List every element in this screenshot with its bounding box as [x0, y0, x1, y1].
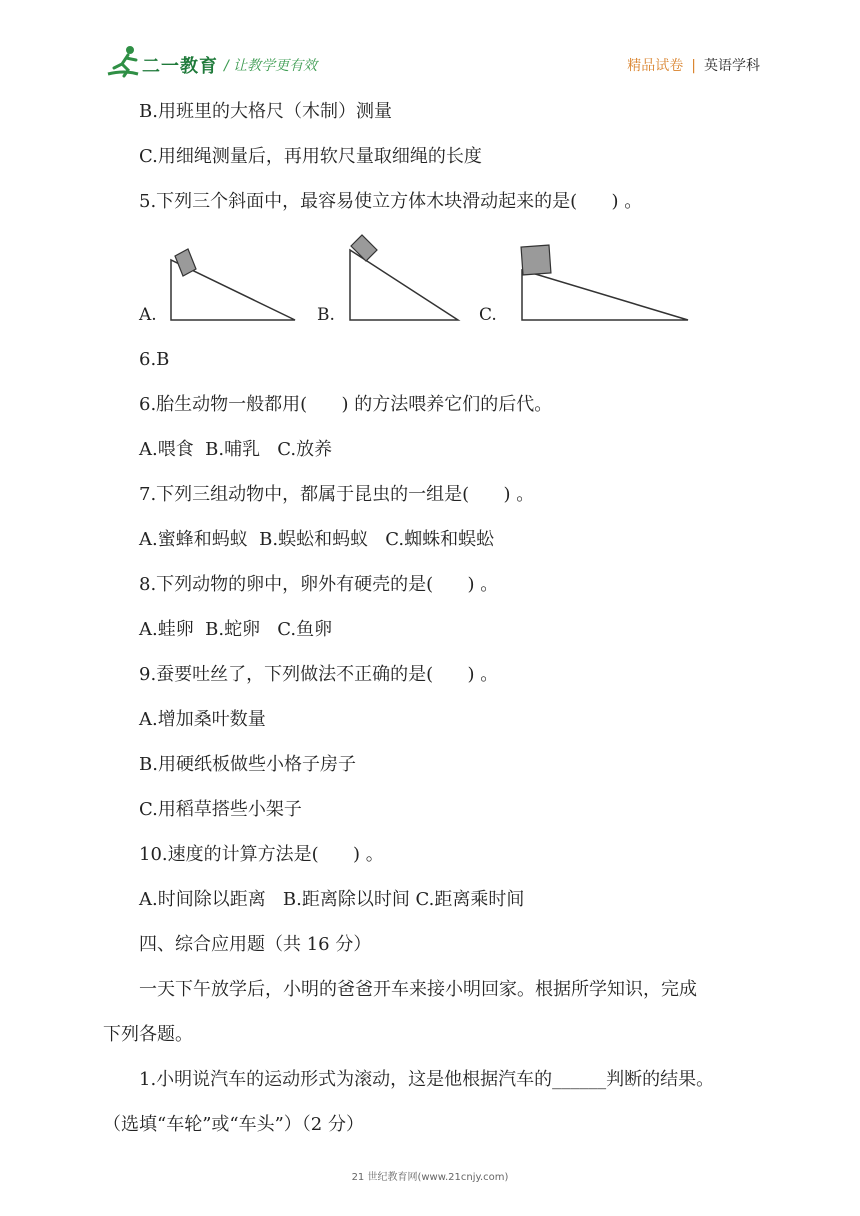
question-10: 10.速度的计算方法是( ) 。	[139, 844, 384, 865]
sub-question-1: 1.小明说汽车的运动形式为滚动，这是他根据汽车的______判断的结果。	[121, 1069, 715, 1090]
question-5: 5.下列三个斜面中，最容易使立方体木块滑动起来的是( ) 。	[139, 191, 643, 212]
logo-text: 二一教育	[142, 56, 218, 77]
brand-title: 精品试卷	[627, 58, 684, 74]
slogan: / 让教学更有效	[224, 58, 318, 74]
brand-separator: |	[691, 58, 696, 74]
option-9c: C.用稻草搭些小架子	[139, 799, 302, 820]
options-8: A.蛙卵 B.蛇卵 C.鱼卵	[139, 619, 333, 640]
block-a	[175, 249, 196, 276]
block-c	[521, 245, 551, 275]
incline-diagram	[130, 228, 710, 340]
option-b-label: B.	[317, 305, 335, 325]
option-9b: B.用硬纸板做些小格子房子	[139, 754, 356, 775]
sub-question-1-hint: （选填“车轮”或“车头”）（2 分）	[103, 1114, 364, 1135]
brand-label	[627, 55, 760, 75]
options-7: A.蜜蜂和蚂蚁 B.蜈蚣和蚂蚁 C.蜘蛛和蜈蚣	[139, 529, 495, 550]
question-9: 9.蚕要吐丝了，下列做法不正确的是( ) 。	[139, 664, 499, 685]
scenario-text: 一天下午放学后，小明的爸爸开车来接小明回家。根据所学知识，完成	[121, 979, 697, 1000]
text-line: C.用细绳测量后，再用软尺量取细绳的长度	[139, 146, 482, 167]
options-10: A.时间除以距离 B.距离除以时间 C.距离乘时间	[139, 889, 525, 910]
answer-6: 6.B	[139, 349, 170, 370]
option-c-label: C.	[479, 305, 497, 325]
options-6: A.喂食 B.哺乳 C.放养	[139, 439, 333, 460]
page-header	[0, 0, 860, 90]
question-7: 7.下列三组动物中，都属于昆虫的一组是( ) 。	[139, 484, 535, 505]
text-line: B.用班里的大格尺（木制）测量	[139, 101, 392, 122]
section-heading: 四、综合应用题（共 16 分）	[139, 934, 372, 955]
option-9a: A.增加桑叶数量	[139, 709, 266, 730]
scenario-text-continued: 下列各题。	[103, 1024, 193, 1045]
block-b	[351, 235, 377, 261]
question-8: 8.下列动物的卵中，卵外有硬壳的是( ) 。	[139, 574, 499, 595]
brand-subject: 英语学科	[704, 58, 760, 74]
option-a-label: A.	[139, 305, 157, 325]
page-footer: 21 世纪教育网(www.21cnjy.com)	[351, 1172, 509, 1183]
incline-c	[522, 270, 688, 320]
question-6: 6.胎生动物一般都用( ) 的方法喂养它们的后代。	[139, 394, 553, 415]
